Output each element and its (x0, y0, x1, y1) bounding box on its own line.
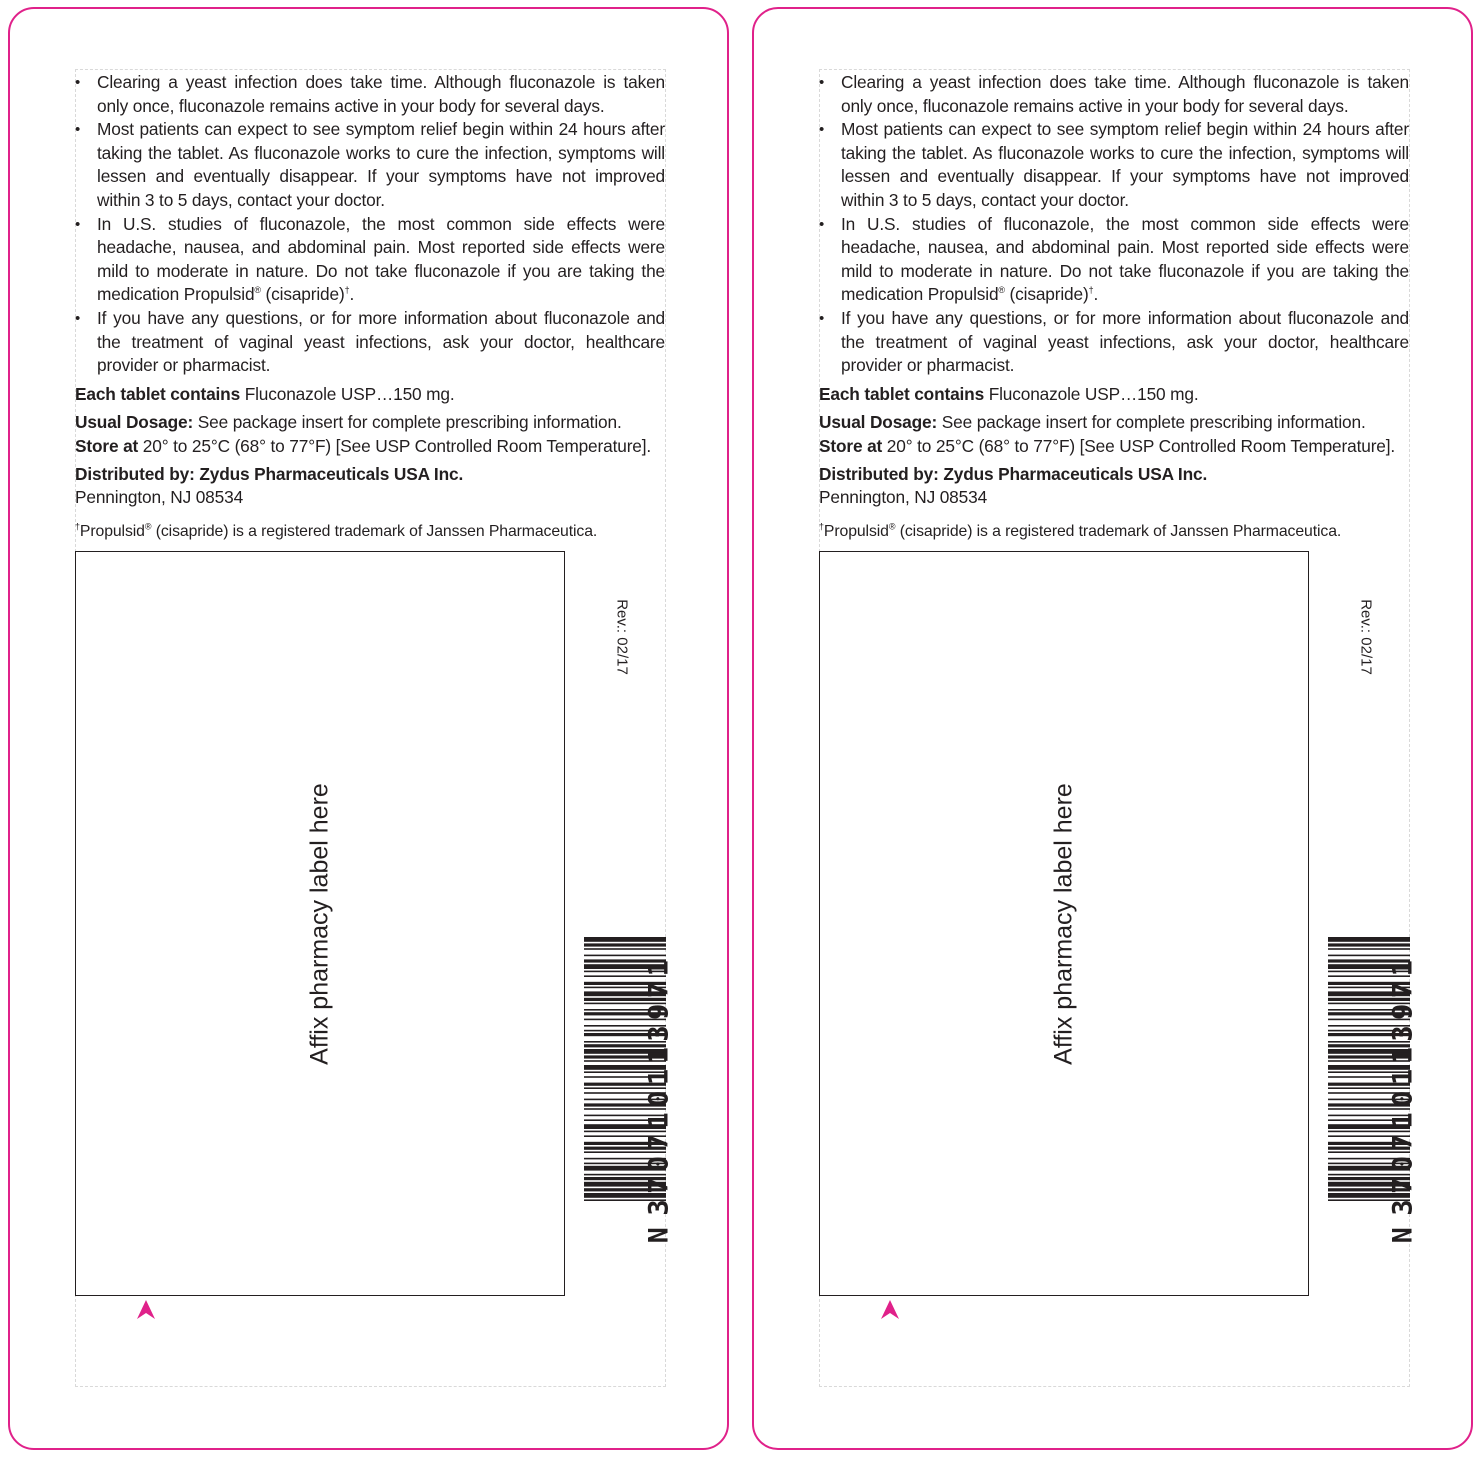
pharmacy-label-text: Affix pharmacy label here (1049, 782, 1078, 1065)
revision-text: Rev.: 02/17 (613, 599, 631, 675)
bullet-dot: • (819, 215, 825, 233)
bullet-item: • Clearing a yeast infection does take time. Although fluconazole is taken only once, fluconazole remains active in your body for several days. (819, 72, 1409, 116)
barcode-bar (584, 943, 666, 946)
barcode-bar (1328, 937, 1410, 942)
bullet-dot: • (75, 121, 81, 139)
up-arrowhead-icon (135, 1299, 157, 1321)
right-panel (752, 7, 1473, 1450)
leaflet-text (75, 71, 665, 543)
bullet-item: • Clearing a yeast infection does take time. Although fluconazole is taken only once, fluconazole remains active in your body for several days. (75, 72, 665, 116)
bullet-item: • In U.S. studies of fluconazole, the most common side effects were headache, nausea, and abdominal pain. Most reported side effects were mild to moderate in nature. Do not take fluconazole if you are taking the medication Propulsid® (cisapride)†. (75, 213, 665, 305)
bullet-item: • Most patients can expect to see symptom relief begin within 24 hours after taking the tablet. As fluconazole works to cure the infection, symptoms will lessen and eventually disappear. If your symptoms have not improved within 3 to 5 days, contact your doctor. (75, 119, 665, 210)
city-line: Pennington, NJ 08534 (819, 487, 988, 508)
bullet-dot: • (75, 309, 81, 327)
storage-line: Store at 20° to 25°C (68° to 77°F) [See USP Controlled Room Temperature]. (819, 435, 1396, 456)
barcode-digits: N370710113971 (643, 954, 675, 1244)
left-panel (8, 7, 729, 1450)
each-tablet-line: Each tablet contains Fluconazole USP…150 mg. (819, 383, 1199, 404)
barcode-bar (584, 937, 666, 942)
bullet-item: • In U.S. studies of fluconazole, the most common side effects were headache, nausea, and abdominal pain. Most reported side effects were mild to moderate in nature. Do not take fluconazole if you are taking the medication Propulsid® (cisapride)†. (819, 213, 1409, 305)
pharmacy-label-box (75, 551, 565, 1296)
pharmacy-label-text: Affix pharmacy label here (305, 782, 334, 1065)
leaflet-text (819, 71, 1409, 543)
bullet-dot: • (75, 74, 81, 91)
bullet-list (819, 71, 1409, 378)
usual-dosage-line: Usual Dosage: See package insert for complete prescribing information. (819, 412, 1366, 433)
distributor-line: Distributed by: Zydus Pharmaceuticals USA Inc. (75, 463, 464, 484)
each-tablet-line: Each tablet contains Fluconazole USP…150 mg. (75, 383, 455, 404)
trademark-note: †Propulsid® (cisapride) is a registered trademark of Janssen Pharmaceutica. (75, 521, 598, 540)
pharmacy-label-box (819, 551, 1309, 1296)
bullet-dot: • (819, 309, 825, 327)
trademark-note: †Propulsid® (cisapride) is a registered trademark of Janssen Pharmaceutica. (819, 521, 1342, 540)
bullet-dot: • (75, 215, 81, 233)
revision-text: Rev.: 02/17 (1357, 599, 1375, 675)
barcode-bar (1328, 948, 1410, 950)
bullet-item: • If you have any questions, or for more information about fluconazole and the treatment of vaginal yeast infections, ask your doctor, healthcare provider or pharmacist. (75, 307, 665, 376)
bullet-list (75, 71, 665, 378)
storage-line: Store at 20° to 25°C (68° to 77°F) [See USP Controlled Room Temperature]. (75, 435, 652, 456)
bullet-dot: • (819, 121, 825, 139)
barcode-digits: N370710113971 (1387, 954, 1419, 1244)
bullet-item: • Most patients can expect to see symptom relief begin within 24 hours after taking the tablet. As fluconazole works to cure the infection, symptoms will lessen and eventually disappear. If your symptoms have not improved within 3 to 5 days, contact your doctor. (819, 119, 1409, 210)
city-line: Pennington, NJ 08534 (75, 487, 244, 508)
distributor-line: Distributed by: Zydus Pharmaceuticals USA Inc. (819, 463, 1208, 484)
usual-dosage-line: Usual Dosage: See package insert for complete prescribing information. (75, 412, 622, 433)
bullet-dot: • (819, 74, 825, 91)
bullet-item: • If you have any questions, or for more information about fluconazole and the treatment of vaginal yeast infections, ask your doctor, healthcare provider or pharmacist. (819, 307, 1409, 376)
barcode-bar (1328, 943, 1410, 946)
barcode-bar (584, 948, 666, 950)
up-arrowhead-icon (879, 1299, 901, 1321)
